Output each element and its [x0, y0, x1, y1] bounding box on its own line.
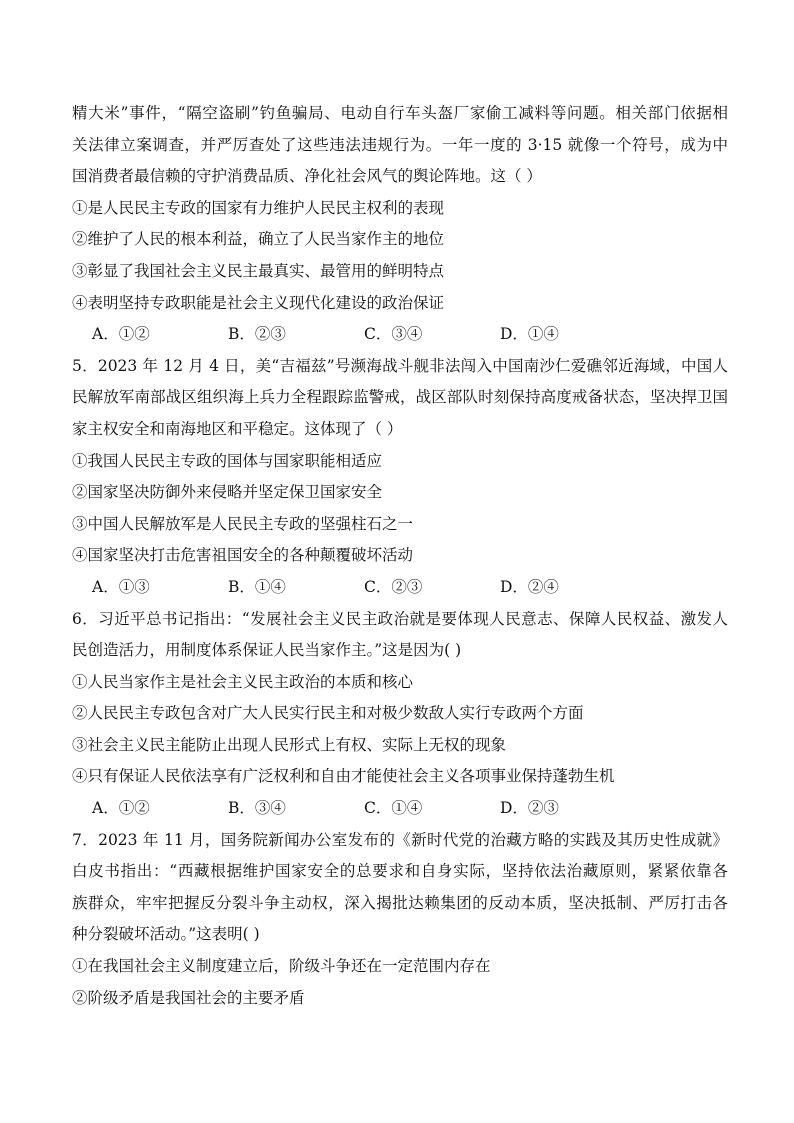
option-b: B．③④: [228, 799, 286, 818]
question-7-stem-line: 族群众，牢牢把握反分裂斗争主动权，深入揭批达赖集团的反动本质，坚决抵制、严厉打击各: [72, 893, 728, 912]
question-5-stem-line: 家主权安全和南海地区和平稳定。这体现了（ ）: [72, 419, 403, 438]
question-7-item-2: ②阶级矛盾是我国社会的主要矛盾: [72, 988, 305, 1007]
question-5-item-1: ①我国人民民主专政的国体与国家职能相适应: [72, 451, 383, 470]
question-4-item-4: ④表明坚持专政职能是社会主义现代化建设的政治保证: [72, 293, 445, 312]
question-5-stem-line: 民解放军南部战区组织海上兵力全程跟踪监警戒，战区部队时刻保持高度戒备状态，坚决捍卫国: [72, 388, 728, 407]
option-d: D．①④: [500, 325, 559, 344]
question-6-item-1: ①人民当家作主是社会主义民主政治的本质和核心: [72, 672, 414, 691]
option-d: D．②③: [500, 799, 559, 818]
question-4-stem-line: 精大米”事件，“隔空盗刷”钓鱼骗局、电动自行车头盔厂家偷工减料等问题。相关部门依据相: [72, 104, 728, 122]
option-b: B．②③: [228, 325, 286, 344]
question-5-stem-line: 5．2023 年 12 月 4 日，美“吉福兹”号濒海战斗舰非法闯入中国南沙仁爱礁邻近海域，中国人: [72, 356, 728, 375]
option-a: A．①②: [92, 799, 150, 818]
question-6-stem-line: 6．习近平总书记指出：“发展社会主义民主政治就是要体现人民意志、保障人民权益、激发人: [72, 609, 728, 628]
option-b: B．①④: [228, 577, 286, 596]
question-7-stem-line: 种分裂破坏活动。”这表明( ): [72, 925, 260, 944]
page-content: [72, 98, 728, 1014]
question-4-item-3: ③彰显了我国社会主义民主最真实、最管用的鲜明特点: [72, 261, 445, 280]
question-4-stem-line: 国消费者最信赖的守护消费品质、净化社会风气的舆论阵地。这（ ）: [72, 167, 542, 186]
option-c: C．③④: [364, 325, 423, 344]
question-6-stem-line: 民创造活力，用制度体系保证人民当家作主。”这是因为( ): [72, 641, 462, 660]
question-5: [72, 351, 728, 604]
question-5-options: [72, 572, 728, 604]
question-6-options: [72, 793, 728, 825]
question-6-item-3: ③社会主义民主能防止出现人民形式上有权、实际上无权的现象: [72, 735, 507, 754]
question-4-stem-line: 关法律立案调查，并严厉查处了这些违法违规行为。一年一度的 3·15 就像一个符号，成为中: [72, 135, 728, 154]
question-4: [72, 98, 728, 351]
option-c: C．②③: [364, 577, 423, 596]
question-7-stem-line: 7．2023 年 11 月，国务院新闻办公室发布的《新时代党的治藏方略的实践及其历史性成就》: [72, 830, 728, 849]
question-6-item-4: ④只有保证人民依法享有广泛权利和自由才能使社会主义各项事业保持蓬勃生机: [72, 767, 615, 786]
question-7-stem-line: 白皮书指出：“西藏根据维护国家安全的总要求和自身实际，坚持依法治藏原则，紧紧依靠各: [72, 862, 728, 881]
question-4-item-2: ②维护了人民的根本利益，确立了人民当家作主的地位: [72, 230, 445, 249]
question-5-item-2: ②国家坚决防御外来侵略并坚定保卫国家安全: [72, 483, 383, 502]
question-6: [72, 604, 728, 825]
question-6-item-2: ②人民民主专政包含对广大人民实行民主和对极少数敌人实行专政两个方面: [72, 704, 584, 723]
option-d: D．②④: [500, 577, 559, 596]
question-7-item-1: ①在我国社会主义制度建立后，阶级斗争还在一定范围内存在: [72, 957, 491, 976]
question-4-options: [72, 319, 728, 351]
option-c: C．①④: [364, 799, 423, 818]
question-4-item-1: ①是人民民主专政的国家有力维护人民民主权利的表现: [72, 198, 445, 217]
option-a: A．①②: [92, 325, 150, 344]
question-7: [72, 825, 728, 1015]
option-a: A．①③: [92, 577, 150, 596]
question-5-item-4: ④国家坚决打击危害祖国安全的各种颠覆破坏活动: [72, 546, 414, 565]
question-5-item-3: ③中国人民解放军是人民民主专政的坚强柱石之一: [72, 514, 414, 533]
